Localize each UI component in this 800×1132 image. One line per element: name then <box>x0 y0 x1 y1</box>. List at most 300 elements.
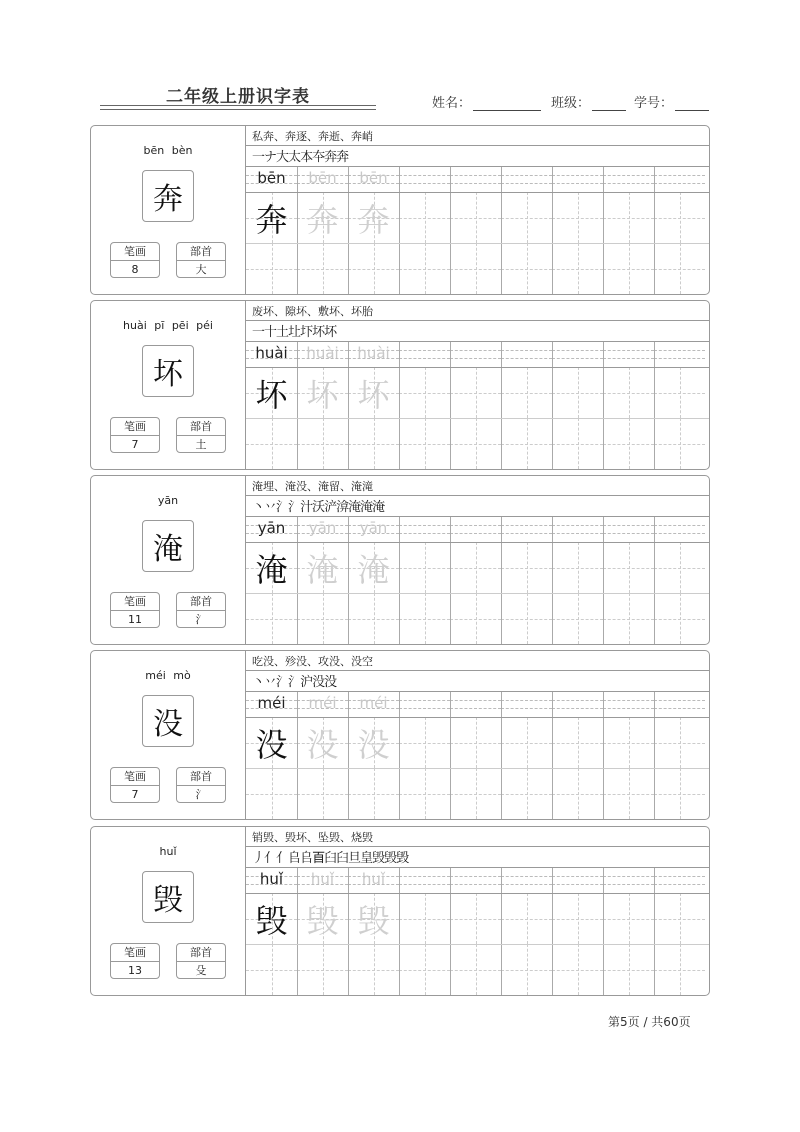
writing-practice-cell[interactable] <box>552 192 603 243</box>
writing-practice-cell[interactable] <box>450 768 501 819</box>
pinyin-guide-line <box>654 350 705 351</box>
character-info-panel <box>91 301 246 469</box>
class-blank[interactable] <box>592 96 626 111</box>
pinyin-guide-line <box>399 183 450 184</box>
grid-column-line <box>348 692 349 819</box>
pinyin-practice-cell[interactable] <box>654 167 705 192</box>
writing-practice-cell[interactable] <box>603 944 654 995</box>
pinyin-practice-cell[interactable] <box>501 342 552 367</box>
grid-guide-vertical <box>323 418 324 469</box>
pinyin-practice-cell[interactable] <box>246 868 297 893</box>
grid-guide-vertical <box>476 717 477 768</box>
pinyin-sample: méi <box>257 694 286 712</box>
practice-panel <box>246 651 709 819</box>
divider <box>246 717 709 718</box>
grid-guide-vertical <box>680 192 681 243</box>
writing-practice-cell[interactable] <box>246 367 297 418</box>
grid-guide-vertical <box>680 542 681 593</box>
pinyin-guide-line <box>501 358 552 359</box>
character-sample: 没 <box>306 725 339 764</box>
writing-practice-cell[interactable] <box>297 593 348 644</box>
grid-guide-vertical <box>425 593 426 644</box>
student-id-blank[interactable] <box>675 96 709 111</box>
stroke-count-box <box>110 943 160 979</box>
pinyin-guide-line <box>552 876 603 877</box>
pinyin-practice-cell[interactable] <box>501 868 552 893</box>
grid-guide-vertical <box>680 717 681 768</box>
writing-practice-cell[interactable] <box>603 593 654 644</box>
writing-practice-cell[interactable] <box>603 893 654 944</box>
writing-practice-cell[interactable] <box>654 418 705 469</box>
pinyin-guide-line <box>603 708 654 709</box>
pinyin-sample: huài <box>306 344 339 362</box>
pinyin-guide-line <box>501 700 552 701</box>
writing-practice-cell[interactable] <box>297 367 348 418</box>
writing-practice-cell[interactable] <box>603 768 654 819</box>
divider <box>246 768 709 769</box>
pinyin-practice-cell[interactable] <box>501 167 552 192</box>
character-glyph: 没 <box>153 707 183 742</box>
pinyin-practice-cell[interactable] <box>450 342 501 367</box>
pinyin-practice-cell[interactable] <box>399 868 450 893</box>
stroke-step: 土 <box>276 325 289 340</box>
grid-guide-vertical <box>629 944 630 995</box>
pinyin-guide-line <box>501 183 552 184</box>
pinyin-guide-line <box>603 350 654 351</box>
grid-guide-vertical <box>527 367 528 418</box>
grid-guide-vertical <box>476 243 477 294</box>
writing-practice-cell[interactable] <box>552 243 603 294</box>
stroke-step: 汁 <box>300 500 313 515</box>
character-sample: 毁 <box>306 901 339 940</box>
pinyin-practice-cell[interactable] <box>552 167 603 192</box>
pinyin-practice-cell[interactable] <box>654 342 705 367</box>
pinyin-practice-cell[interactable] <box>552 517 603 542</box>
pinyin-guide-line <box>552 700 603 701</box>
grid-column-line <box>603 868 604 995</box>
writing-practice-cell[interactable] <box>552 944 603 995</box>
writing-practice-cell[interactable] <box>552 893 603 944</box>
writing-practice-cell[interactable] <box>399 243 450 294</box>
pinyin-practice-cell[interactable] <box>603 342 654 367</box>
grid-guide-vertical <box>527 893 528 944</box>
grid-guide-vertical <box>476 542 477 593</box>
pinyin-guide-line <box>603 175 654 176</box>
writing-practice-cell[interactable] <box>552 593 603 644</box>
writing-practice-cell[interactable] <box>654 768 705 819</box>
pinyin-guide-line <box>552 884 603 885</box>
writing-practice-cell[interactable] <box>399 893 450 944</box>
writing-practice-cell[interactable] <box>654 192 705 243</box>
writing-practice-cell[interactable] <box>246 893 297 944</box>
writing-practice-cell[interactable] <box>348 768 399 819</box>
writing-practice-cell[interactable] <box>348 418 399 469</box>
stroke-order-row <box>252 847 408 867</box>
character-card <box>90 475 710 645</box>
divider <box>246 367 709 368</box>
stroke-count-value: 13 <box>128 964 142 977</box>
writing-practice-cell[interactable] <box>450 243 501 294</box>
pinyin-practice-cell[interactable] <box>501 517 552 542</box>
writing-practice-cell[interactable] <box>297 418 348 469</box>
writing-practice-cell[interactable] <box>654 717 705 768</box>
pinyin-practice-cell[interactable] <box>297 692 348 717</box>
writing-practice-cell[interactable] <box>348 542 399 593</box>
student-id-field[interactable] <box>634 92 709 111</box>
pinyin-practice-cell[interactable] <box>450 167 501 192</box>
stroke-count-label: 笔画 <box>111 243 159 261</box>
writing-practice-cell[interactable] <box>348 367 399 418</box>
pinyin-practice-cell[interactable] <box>246 692 297 717</box>
pinyin-guide-line <box>654 175 705 176</box>
grid-guide-vertical <box>680 893 681 944</box>
writing-practice-cell[interactable] <box>348 243 399 294</box>
grid-column-line <box>654 517 655 644</box>
writing-practice-cell[interactable] <box>399 418 450 469</box>
grid-column-line <box>297 167 298 294</box>
pinyin-guide-line <box>552 525 603 526</box>
writing-practice-cell[interactable] <box>501 542 552 593</box>
pinyin-practice-cell[interactable] <box>246 342 297 367</box>
pinyin-sample: bēn <box>257 169 286 187</box>
grid-column-line <box>450 167 451 294</box>
pinyin-practice-cell[interactable] <box>297 167 348 192</box>
grid-guide-vertical <box>578 893 579 944</box>
writing-practice-cell[interactable] <box>246 944 297 995</box>
character-sample: 毁 <box>255 901 288 940</box>
writing-practice-cell[interactable] <box>501 192 552 243</box>
pinyin-practice-cell[interactable] <box>348 692 399 717</box>
stroke-step: 亻 <box>264 851 277 866</box>
grid-guide-vertical <box>425 944 426 995</box>
grid-guide-vertical <box>680 944 681 995</box>
writing-practice-cell[interactable] <box>552 542 603 593</box>
pinyin-practice-cell[interactable] <box>654 517 705 542</box>
pinyin-practice-cell[interactable] <box>348 167 399 192</box>
grid-column-line <box>297 517 298 644</box>
character-sample: 淹 <box>357 550 390 589</box>
character-card <box>90 125 710 295</box>
writing-practice-cell[interactable] <box>246 542 297 593</box>
class-field[interactable] <box>551 92 626 111</box>
pinyin-practice-cell[interactable] <box>654 868 705 893</box>
writing-practice-cell[interactable] <box>348 192 399 243</box>
writing-practice-cell[interactable] <box>501 944 552 995</box>
pinyin-guide-line <box>552 350 603 351</box>
character-sample: 淹 <box>306 550 339 589</box>
stroke-step: 夲 <box>312 150 325 165</box>
writing-practice-cell[interactable] <box>297 893 348 944</box>
stroke-step: 一 <box>252 150 265 165</box>
divider <box>246 192 709 193</box>
writing-practice-cell[interactable] <box>603 717 654 768</box>
pinyin-practice-cell[interactable] <box>552 868 603 893</box>
pinyin-guide-line <box>450 175 501 176</box>
pinyin-guide-line <box>501 884 552 885</box>
writing-practice-cell[interactable] <box>501 243 552 294</box>
writing-practice-cell[interactable] <box>297 542 348 593</box>
writing-practice-cell[interactable] <box>297 243 348 294</box>
stroke-step: 氵 <box>276 500 289 515</box>
grid-guide-vertical <box>374 768 375 819</box>
page-number: 第5页 / 共60页 <box>608 1015 691 1029</box>
writing-practice-cell[interactable] <box>450 593 501 644</box>
pinyin-practice-cell[interactable] <box>450 868 501 893</box>
writing-practice-cell[interactable] <box>246 717 297 768</box>
name-blank[interactable] <box>473 96 541 111</box>
grid-guide-vertical <box>425 768 426 819</box>
character-pinyin-readings: yān <box>157 494 179 507</box>
character-info-panel <box>91 126 246 294</box>
stroke-step: 坏 <box>312 325 325 340</box>
writing-practice-cell[interactable] <box>399 768 450 819</box>
writing-practice-cell[interactable] <box>348 593 399 644</box>
pinyin-guide-line <box>603 700 654 701</box>
writing-practice-cell[interactable] <box>399 944 450 995</box>
pinyin-guide-line <box>450 708 501 709</box>
radical-label: 部首 <box>177 418 225 436</box>
writing-practice-cell[interactable] <box>297 944 348 995</box>
writing-practice-cell[interactable] <box>654 593 705 644</box>
stroke-step: 渰 <box>336 500 349 515</box>
radical-box <box>176 417 226 453</box>
pinyin-practice-cell[interactable] <box>246 167 297 192</box>
grid-guide-vertical <box>374 243 375 294</box>
character-sample: 没 <box>255 725 288 764</box>
writing-practice-cell[interactable] <box>399 717 450 768</box>
pinyin-practice-cell[interactable] <box>348 517 399 542</box>
grid-guide-vertical <box>323 243 324 294</box>
grid-guide-vertical <box>425 418 426 469</box>
pinyin-practice-cell[interactable] <box>450 692 501 717</box>
pinyin-practice-cell[interactable] <box>501 692 552 717</box>
stroke-step: 皇 <box>360 851 373 866</box>
pinyin-practice-cell[interactable] <box>348 868 399 893</box>
grid-column-line <box>348 868 349 995</box>
writing-practice-cell[interactable] <box>552 768 603 819</box>
grid-column-line <box>399 517 400 644</box>
radical-label: 部首 <box>177 593 225 611</box>
character-sample: 淹 <box>255 550 288 589</box>
divider <box>246 542 709 543</box>
grid-guide-vertical <box>425 367 426 418</box>
character-sample: 奔 <box>357 200 390 239</box>
pinyin-guide-line <box>450 884 501 885</box>
writing-practice-cell[interactable] <box>450 944 501 995</box>
grid-guide-vertical <box>527 542 528 593</box>
writing-practice-cell[interactable] <box>450 542 501 593</box>
writing-practice-cell[interactable] <box>246 192 297 243</box>
writing-practice-cell[interactable] <box>501 768 552 819</box>
example-words: 废坏、隙坏、敷坏、坏胎 <box>252 305 373 318</box>
grid-guide-vertical <box>476 893 477 944</box>
pinyin-practice-cell[interactable] <box>399 517 450 542</box>
grid-column-line <box>297 692 298 819</box>
writing-practice-cell[interactable] <box>297 192 348 243</box>
stroke-step: 氵 <box>276 675 289 690</box>
pinyin-practice-cell[interactable] <box>399 692 450 717</box>
grid-column-line <box>501 692 502 819</box>
writing-practice-cell[interactable] <box>654 944 705 995</box>
stroke-step: 淹 <box>372 500 385 515</box>
grid-guide-vertical <box>578 367 579 418</box>
pinyin-practice-cell[interactable] <box>603 692 654 717</box>
practice-panel <box>246 301 709 469</box>
example-words: 吃没、殄没、攻没、没空 <box>252 655 373 668</box>
writing-practice-cell[interactable] <box>603 192 654 243</box>
grid-guide-vertical <box>629 593 630 644</box>
pinyin-practice-cell[interactable] <box>552 692 603 717</box>
stroke-count-label: 笔画 <box>111 768 159 786</box>
writing-practice-cell[interactable] <box>450 192 501 243</box>
writing-practice-cell[interactable] <box>552 717 603 768</box>
writing-practice-cell[interactable] <box>246 418 297 469</box>
character-card <box>90 650 710 820</box>
radical-value: 氵 <box>195 613 207 626</box>
pinyin-practice-cell[interactable] <box>348 342 399 367</box>
writing-practice-cell[interactable] <box>501 593 552 644</box>
writing-practice-cell[interactable] <box>297 768 348 819</box>
pinyin-guide-line <box>654 876 705 877</box>
character-pinyin-readings: huǐ <box>159 845 177 858</box>
pinyin-guide-line <box>552 533 603 534</box>
stroke-step: 亻 <box>276 851 289 866</box>
pinyin-sample: bēn <box>359 169 388 187</box>
writing-practice-cell[interactable] <box>654 893 705 944</box>
pinyin-practice-cell[interactable] <box>399 167 450 192</box>
grid-guide-vertical <box>578 593 579 644</box>
grid-column-line <box>399 167 400 294</box>
writing-practice-cell[interactable] <box>246 768 297 819</box>
pinyin-practice-cell[interactable] <box>603 868 654 893</box>
stroke-count-box <box>110 417 160 453</box>
character-pinyin-readings: bēn bèn <box>143 144 193 157</box>
writing-practice-cell[interactable] <box>552 367 603 418</box>
pinyin-guide-line <box>603 884 654 885</box>
pinyin-guide-line <box>450 358 501 359</box>
pinyin-guide-line <box>603 525 654 526</box>
writing-practice-cell[interactable] <box>501 367 552 418</box>
pinyin-practice-cell[interactable] <box>603 517 654 542</box>
pinyin-practice-cell[interactable] <box>246 517 297 542</box>
stroke-step: 氵 <box>288 500 301 515</box>
pinyin-guide-line <box>603 358 654 359</box>
radical-box <box>176 592 226 628</box>
writing-practice-cell[interactable] <box>399 367 450 418</box>
pinyin-practice-cell[interactable] <box>654 692 705 717</box>
writing-practice-cell[interactable] <box>552 418 603 469</box>
student-id-label: 学号： <box>634 96 674 111</box>
writing-practice-cell[interactable] <box>501 893 552 944</box>
writing-practice-cell[interactable] <box>654 243 705 294</box>
writing-practice-cell[interactable] <box>501 418 552 469</box>
grid-guide-vertical <box>578 944 579 995</box>
stroke-step: 旦 <box>348 851 361 866</box>
pinyin-practice-cell[interactable] <box>297 868 348 893</box>
writing-practice-cell[interactable] <box>348 717 399 768</box>
grid-guide-vertical <box>272 243 273 294</box>
stroke-step: 毁 <box>372 851 385 866</box>
pinyin-practice-cell[interactable] <box>399 342 450 367</box>
stroke-step: ナ <box>264 150 277 165</box>
grid-guide-vertical <box>272 418 273 469</box>
grid-guide-vertical <box>527 192 528 243</box>
stroke-step: 奔 <box>336 150 349 165</box>
pinyin-guide-line <box>399 358 450 359</box>
pinyin-practice-cell[interactable] <box>603 167 654 192</box>
practice-panel <box>246 476 709 644</box>
grid-guide-vertical <box>323 944 324 995</box>
pinyin-guide-line <box>501 175 552 176</box>
grid-guide-vertical <box>374 418 375 469</box>
pinyin-guide-line <box>399 525 450 526</box>
writing-practice-cell[interactable] <box>297 717 348 768</box>
writing-practice-cell[interactable] <box>450 893 501 944</box>
grid-guide-vertical <box>680 768 681 819</box>
grid-guide-vertical <box>527 944 528 995</box>
pinyin-practice-cell[interactable] <box>297 517 348 542</box>
stroke-step: 太 <box>288 150 301 165</box>
writing-practice-cell[interactable] <box>399 192 450 243</box>
writing-practice-cell[interactable] <box>399 542 450 593</box>
writing-practice-cell[interactable] <box>450 367 501 418</box>
pinyin-practice-cell[interactable] <box>297 342 348 367</box>
radical-box <box>176 767 226 803</box>
name-field[interactable] <box>432 92 541 111</box>
grid-guide-vertical <box>527 768 528 819</box>
example-words: 淹埋、淹没、淹留、淹滝 <box>252 480 373 493</box>
character-display-box <box>142 520 194 572</box>
writing-practice-cell[interactable] <box>348 944 399 995</box>
stroke-step: 圷 <box>300 325 313 340</box>
grid-guide-vertical <box>374 944 375 995</box>
grid-guide-vertical <box>629 418 630 469</box>
stroke-order-row <box>252 496 384 516</box>
grid-guide-vertical <box>476 192 477 243</box>
grid-column-line <box>450 342 451 469</box>
stroke-step: 没 <box>312 675 325 690</box>
grid-column-line <box>603 692 604 819</box>
pinyin-practice-cell[interactable] <box>552 342 603 367</box>
writing-practice-cell[interactable] <box>654 542 705 593</box>
grid-column-line <box>552 342 553 469</box>
grid-guide-vertical <box>629 768 630 819</box>
writing-practice-cell[interactable] <box>450 717 501 768</box>
writing-practice-cell[interactable] <box>603 418 654 469</box>
grid-column-line <box>552 517 553 644</box>
writing-practice-cell[interactable] <box>501 717 552 768</box>
pinyin-guide-line <box>450 183 501 184</box>
writing-practice-cell[interactable] <box>348 893 399 944</box>
writing-practice-cell[interactable] <box>603 542 654 593</box>
character-sample: 奔 <box>306 200 339 239</box>
stroke-step: 毁 <box>384 851 397 866</box>
writing-practice-cell[interactable] <box>450 418 501 469</box>
writing-practice-cell[interactable] <box>246 243 297 294</box>
grid-column-line <box>450 868 451 995</box>
writing-practice-cell[interactable] <box>603 243 654 294</box>
pinyin-guide-line <box>399 708 450 709</box>
writing-practice-cell[interactable] <box>654 367 705 418</box>
writing-practice-cell[interactable] <box>399 593 450 644</box>
radical-value: 大 <box>195 263 207 276</box>
pinyin-practice-cell[interactable] <box>450 517 501 542</box>
writing-practice-cell[interactable] <box>246 593 297 644</box>
stroke-step: 丶 <box>252 500 265 515</box>
grid-guide-vertical <box>629 243 630 294</box>
writing-practice-cell[interactable] <box>603 367 654 418</box>
character-display-box <box>142 170 194 222</box>
